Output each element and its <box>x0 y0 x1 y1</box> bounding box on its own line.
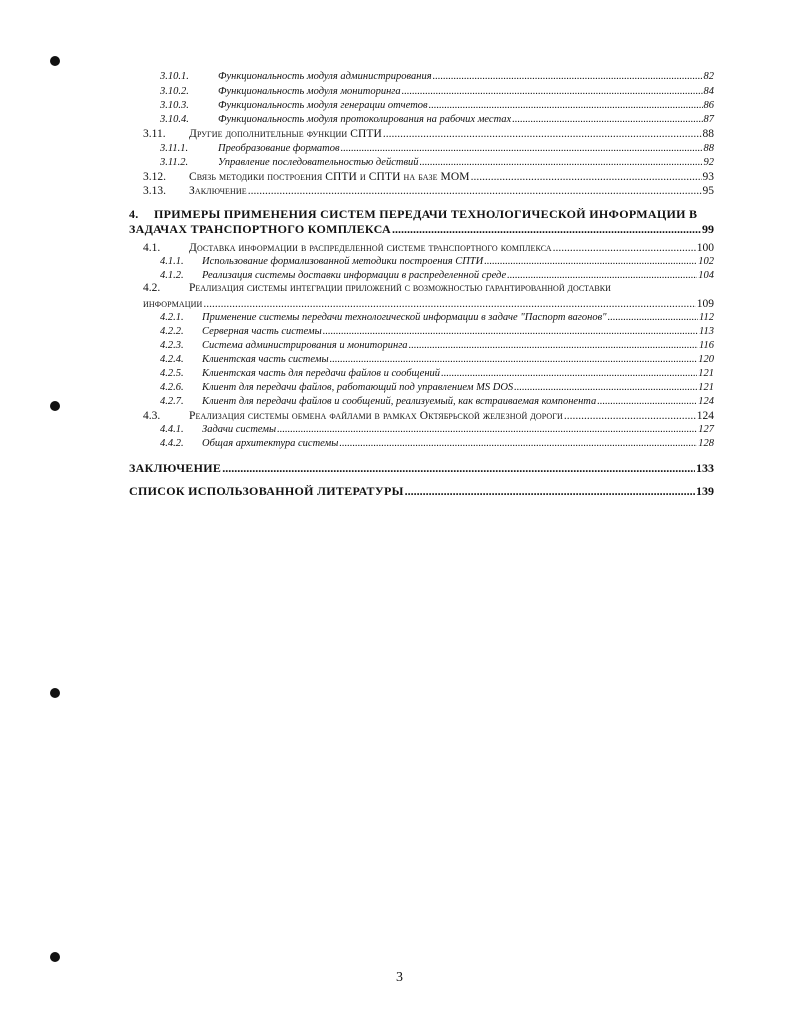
toc-leader-dots <box>420 156 703 170</box>
toc-entry-title: Другие дополнительные функции СПТИ <box>189 128 382 140</box>
toc-entry-title-line2: информации <box>143 298 203 310</box>
toc-entry-4-2-4[interactable] <box>160 353 714 367</box>
toc-entry-title: Общая архитектура системы <box>202 438 339 449</box>
toc-entry-number: 4.2.4. <box>160 354 184 365</box>
toc-leader-dots <box>339 437 697 451</box>
toc-entry-title: Функциональность модуля мониторинга <box>218 86 401 97</box>
toc-entry-3-11[interactable] <box>143 127 714 141</box>
toc-entry-3-13[interactable] <box>143 184 714 198</box>
toc-entry-page: 102 <box>698 256 714 267</box>
toc-entry-number: 4.2.6. <box>160 382 184 393</box>
toc-entry-title: Функциональность модуля протоколирования на рабочих местах <box>218 114 512 125</box>
toc-entry-4-2-5[interactable] <box>160 367 714 381</box>
toc-entry-number: 4.2.5. <box>160 368 184 379</box>
toc-entry-page: 86 <box>703 100 714 111</box>
toc-entry-4-2-6[interactable] <box>160 381 714 395</box>
toc-leader-dots <box>383 127 702 141</box>
toc-entry-number: 3.10.3. <box>160 100 189 111</box>
toc-entry-page: 121 <box>698 368 714 379</box>
toc-entry-page: 95 <box>702 185 714 197</box>
toc-entry-page: 127 <box>698 424 714 435</box>
toc-entry-page: 124 <box>696 410 714 422</box>
toc-leader-dots <box>409 339 698 353</box>
toc-entry-number: 3.10.2. <box>160 86 189 97</box>
toc-entry-number: 4.2.2. <box>160 326 184 337</box>
toc-entry-title: Клиентская часть для передачи файлов и сообщений <box>202 368 441 379</box>
toc-entry-page: 139 <box>696 484 714 498</box>
toc-entry-page: 92 <box>703 157 714 168</box>
toc-entry-page: 100 <box>696 242 714 254</box>
toc-leader-dots <box>277 423 697 437</box>
toc-leader-dots <box>429 99 703 113</box>
toc-entry-title: Реализация системы доставки информации в распределенной среде <box>202 270 507 281</box>
toc-entry-title: Система администрирования и мониторинга <box>202 340 408 351</box>
toc-entry-page: 88 <box>703 143 714 154</box>
toc-entry-title: СПИСОК ИСПОЛЬЗОВАННОЙ ЛИТЕРАТУРЫ <box>129 484 404 498</box>
toc-entry-page: 121 <box>698 382 714 393</box>
toc-entry-page: 93 <box>702 171 714 183</box>
toc-entry-4-2-3[interactable] <box>160 339 714 353</box>
toc-leader-dots <box>405 484 695 498</box>
toc-entry-number: 4.4.1. <box>160 424 184 435</box>
toc-entry-page: 113 <box>699 326 714 337</box>
toc-entry-page: 88 <box>702 128 714 140</box>
toc-leader-dots <box>564 409 696 423</box>
page-number: 3 <box>396 970 403 985</box>
toc-leader-dots <box>507 269 697 283</box>
toc-entry-page: 82 <box>703 71 714 82</box>
toc-entry-4-4-1[interactable] <box>160 423 714 437</box>
toc-entry-title: Реализация системы обмена файлами в рамках Октябрьской железной дороги <box>189 410 563 422</box>
toc-entry-number: 4. <box>129 207 139 221</box>
toc-entry-title: Задачи системы <box>202 424 277 435</box>
toc-entry-title: Клиентская часть системы <box>202 354 329 365</box>
toc-leader-dots <box>392 222 701 236</box>
toc-entry-title: Функциональность модуля генерации отчетов <box>218 100 428 111</box>
toc-entry-number: 4.4.2. <box>160 438 184 449</box>
toc-entry-page: 104 <box>698 270 714 281</box>
toc-entry-number: 4.2. <box>143 282 161 294</box>
toc-leader-dots <box>402 85 703 99</box>
toc-entry-3-10-2[interactable] <box>160 85 714 99</box>
toc-leader-dots <box>330 353 698 367</box>
toc-entry-page: 87 <box>703 114 714 125</box>
toc-entry-4-1-2[interactable] <box>160 269 714 283</box>
toc-entry-title: Доставка информации в распределенной системе транспортного комплекса <box>189 242 552 254</box>
toc-entry-number: 4.2.3. <box>160 340 184 351</box>
toc-entry-title-line2: ЗАДАЧАХ ТРАНСПОРТНОГО КОМПЛЕКСА <box>129 222 391 236</box>
toc-entry-3-12[interactable] <box>143 170 714 184</box>
toc-entry-number: 3.10.1. <box>160 71 189 82</box>
toc-leader-dots <box>323 325 698 339</box>
toc-entry-3-10-4[interactable] <box>160 113 714 127</box>
toc-leader-dots <box>512 113 702 127</box>
toc-entry-number: 3.10.4. <box>160 114 189 125</box>
toc-entry-title: Клиент для передачи файлов и сообщений, реализуемый, как встраиваемая компонента <box>202 396 597 407</box>
toc-entry-number: 4.1.2. <box>160 270 184 281</box>
toc-entry-4-4-2[interactable] <box>160 437 714 451</box>
toc-entry-title: Управление последовательностью действий <box>218 157 419 168</box>
toc-leader-dots <box>433 70 703 84</box>
toc-entry-page: 128 <box>698 438 714 449</box>
toc-entry-title-line1: ПРИМЕРЫ ПРИМЕНЕНИЯ СИСТЕМ ПЕРЕДАЧИ ТЕХНОЛОГИЧЕСКОЙ ИНФОРМАЦИИ В <box>154 207 698 221</box>
toc-entry-4-3[interactable] <box>143 409 714 423</box>
toc-entry-title: Связь методики построения СПТИ и СПТИ на базе MOM <box>189 171 470 183</box>
toc-entry-page: 133 <box>696 461 714 475</box>
toc-entry-number: 4.1.1. <box>160 256 184 267</box>
toc-entry-title: Функциональность модуля администрирования <box>218 71 432 82</box>
toc-entry-4-2-1[interactable] <box>160 311 714 325</box>
toc-entry-number: 4.3. <box>143 410 161 422</box>
toc-entry-4-2-7[interactable] <box>160 395 714 409</box>
toc-entry-number: 3.11. <box>143 128 166 140</box>
toc-leader-dots <box>222 461 695 475</box>
toc-entry-conclusion[interactable] <box>129 461 714 475</box>
toc-entry-number: 4.2.1. <box>160 312 184 323</box>
toc-entry-number: 3.12. <box>143 171 166 183</box>
toc-entry-4-2-2[interactable] <box>160 325 714 339</box>
toc-entry-number: 3.11.1. <box>160 143 189 154</box>
toc-entry-title: Преобразование форматов <box>218 143 340 154</box>
toc-entry-3-11-1[interactable] <box>160 142 714 156</box>
toc-entry-title: Клиент для передачи файлов, работающий под управлением MS DOS <box>202 382 514 393</box>
toc-entry-page: 116 <box>699 340 714 351</box>
toc-entry-page: 109 <box>696 298 714 310</box>
toc-leader-dots <box>248 184 702 198</box>
toc-entry-page: 124 <box>698 396 714 407</box>
toc-entry-title: ЗАКЛЮЧЕНИЕ <box>129 461 222 475</box>
toc-entry-4-1-1[interactable] <box>160 255 714 269</box>
toc-entry-references[interactable] <box>129 484 714 498</box>
toc-entry-number: 4.1. <box>143 242 161 254</box>
toc-entry-3-10-3[interactable] <box>160 99 714 113</box>
toc-entry-title-line1: Реализация системы интеграции приложений с возможностью гарантированной доставки <box>189 282 611 294</box>
toc-leader-dots <box>203 297 695 311</box>
toc-leader-dots <box>608 311 698 325</box>
toc-entry-page: 120 <box>698 354 714 365</box>
toc-entry-number: 3.13. <box>143 185 166 197</box>
toc-leader-dots <box>341 142 703 156</box>
toc-leader-dots <box>597 395 697 409</box>
toc-entry-number: 4.2.7. <box>160 396 184 407</box>
toc-leader-dots <box>553 241 696 255</box>
toc-entry-number: 3.11.2. <box>160 157 189 168</box>
toc-leader-dots <box>441 367 697 381</box>
toc-entry-title: Заключение <box>189 185 247 197</box>
toc-leader-dots <box>484 255 697 269</box>
toc-entry-3-11-2[interactable] <box>160 156 714 170</box>
toc-entry-page: 84 <box>703 86 714 97</box>
toc-leader-dots <box>471 170 702 184</box>
toc-leader-dots <box>514 381 697 395</box>
toc-entry-title: Серверная часть системы <box>202 326 322 337</box>
toc-entry-page: 112 <box>699 312 714 323</box>
toc-entry-title: Применение системы передачи технологической информации в задаче "Паспорт вагонов" <box>202 312 607 323</box>
toc-entry-page: 99 <box>702 222 714 236</box>
toc-entry-3-10-1[interactable] <box>160 70 714 84</box>
toc-entry-4-1[interactable] <box>143 241 714 255</box>
toc-entry-title: Использование формализованной методики построения СПТИ <box>202 256 484 267</box>
